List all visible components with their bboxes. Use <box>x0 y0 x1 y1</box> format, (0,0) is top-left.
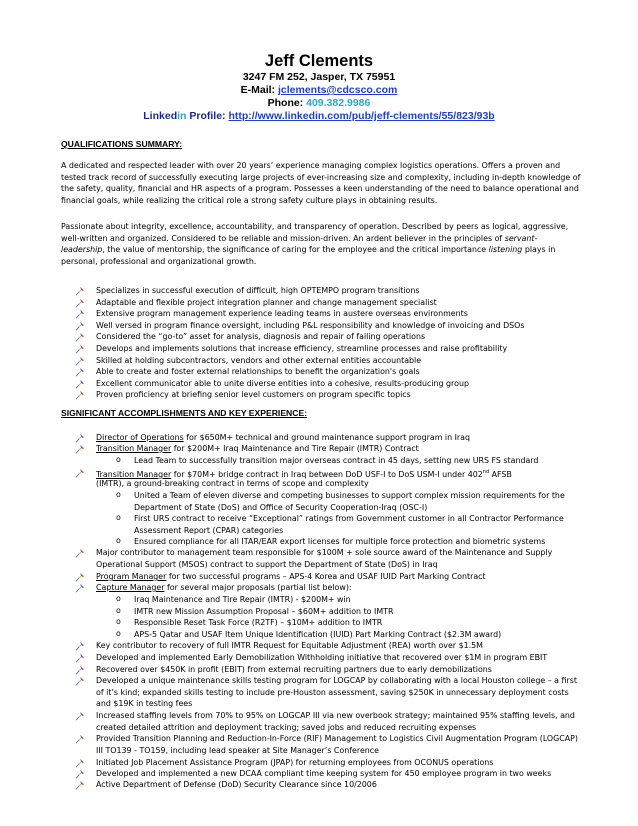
linkedin-in-text: in <box>177 110 187 122</box>
sub-item: Ensured compliance for all ITAR/EAR export licenses for multiple force protection and biometric systems <box>134 537 546 546</box>
email-link[interactable]: jclements@cdcsco.com <box>277 84 398 96</box>
email-line <box>0 84 638 96</box>
pushpin-icon <box>75 390 85 400</box>
list-item: Increased staffing levels from 70% to 95% on LOGCAP III via new overbook strategy; maintained 95% staffing levels, and created detailed attrition and deployment tracking; saved jobs and reduced recruiting expenses <box>96 711 575 732</box>
phone-line <box>0 97 638 109</box>
pushpin-icon <box>75 676 85 686</box>
list-item: Adaptable and flexible project integration planner and change management specialist <box>96 297 437 307</box>
pushpin-icon <box>75 356 85 366</box>
sub-item: IMTR new Mission Assumption Proposal – $60M+ addition to IMTR <box>134 607 394 616</box>
list-item: Skilled at holding subcontractors, vendors and other external entities accountable <box>96 355 422 365</box>
pushpin-icon <box>75 309 85 319</box>
pushpin-icon <box>75 298 85 308</box>
linkedin-logo-text: Linked <box>143 110 178 122</box>
list-item: Able to create and foster external relationships to benefit the organization's goals <box>96 367 420 377</box>
pushpin-icon <box>75 344 85 354</box>
circle-bullet: o <box>116 594 121 603</box>
qualifications-paragraph-1: A dedicated and respected leader with over 20 years’ experience managing complex logistics operations. Offers a proven and tested track record of successfully executing large projects of ever-increasing size and complexity, including in-depth knowledge of the safety, quality, financial and HR aspects of a program. Possesses a keen understanding of the need to balance operational and financial goals, while realizing the critical role a strong safety culture plays in obtaining results. <box>61 161 581 205</box>
list-item: Director of Operations for $650M+ technical and ground maintenance support program in Iraq <box>96 433 471 442</box>
sub-item: Iraq Maintenance and Tire Repair (IMTR) - $200M+ win <box>134 595 351 604</box>
list-item: Transition Manager for $70M+ bridge contract in Iraq between DoD USF-I to DoS USM-I under 402nd AFSB <box>96 469 512 479</box>
circle-bullet: o <box>116 513 121 522</box>
pushpin-icon <box>75 653 85 663</box>
list-item: Considered the “go-to” asset for analysis, diagnosis and repair of failing operations <box>96 332 426 342</box>
phone-label: Phone: <box>267 97 307 109</box>
pushpin-icon <box>75 734 85 744</box>
pushpin-icon <box>75 332 85 342</box>
pushpin-icon <box>75 367 85 377</box>
list-item: Initiated Job Placement Assistance Program (JPAP) for returning employees from OCONUS operations <box>96 758 494 767</box>
list-item: Key contributor to recovery of full IMTR Request for Equitable Adjustment (REA) worth over $1.5M <box>96 641 483 650</box>
sub-item: First URS contract to receive “Exceptional” ratings from Government customer in all Contractor Performance Assessment Report (CPAR) categories <box>134 514 564 535</box>
list-item: Developed and implemented a new DCAA compliant time keeping system for 450 employee program in two weeks <box>96 769 552 778</box>
list-item: Developed and implemented Early Demobilization Withholding initiative that recovered over $1M in program EBIT <box>96 653 548 662</box>
pushpin-icon <box>75 711 85 721</box>
list-item: Excellent communicator able to unite diverse entities into a cohesive, results-producing group <box>96 378 469 388</box>
linkedin-link[interactable]: http://www.linkedin.com/pub/jeff-clements/55/823/93b <box>228 110 495 122</box>
list-item: Recovered over $450K in profit (EBIT) from external recruiting partners due to early demobilizations <box>96 665 492 674</box>
qualifications-heading: QUALIFICATIONS SUMMARY: <box>61 139 183 149</box>
list-item: Specializes in successful execution of difficult, high OPTEMPO program transitions <box>96 286 420 295</box>
pushpin-icon <box>75 548 85 558</box>
qualifications-paragraph-2: Passionate about integrity, excellence, accountability, and transparency of operation. Described by peers as logical, aggressive, well-written and organized. Considered to be reliable and mission-driven. An ardent believer in the principles of servant-leadership, the value of mentorship, the significance of caring for the employee and the critical importance listening plays in personal, professional and organizational growth. <box>61 222 569 266</box>
list-item: Developed a unique maintenance skills testing program for LOGCAP by collaborating with a local Houston college – a first of it’s kind; expanded skills testing to include pre-Houston assessment, saving $250K in unnecessary deployment costs and $19K in testing fees <box>96 676 577 709</box>
pushpin-icon <box>75 444 85 454</box>
pushpin-icon <box>75 321 85 331</box>
pushpin-icon <box>75 286 85 296</box>
circle-bullet: o <box>116 455 121 464</box>
list-item: Extensive program management experience leading teams in austere overseas environments <box>96 309 468 319</box>
pushpin-icon <box>75 583 85 593</box>
sub-item: Lead Team to successfully transition major overseas contract in 45 days, setting new URS FS standard <box>134 456 539 465</box>
list-item: Well versed in program finance oversight, including P&L responsibility and knowledge of invoicing and DSOs <box>96 320 525 330</box>
sub-item: APS-5 Qatar and USAF Item Unique Identification (IUID) Part Marking Contract ($2.3M award) <box>134 630 502 639</box>
circle-bullet: o <box>116 490 121 499</box>
list-item: Proven proficiency at briefing senior level customers on program specific topics <box>96 390 411 400</box>
pushpin-icon <box>75 780 85 790</box>
phone-number: 409.382.9986 <box>306 97 371 109</box>
pushpin-icon <box>75 665 85 675</box>
linkedin-label: Profile: <box>186 110 229 122</box>
candidate-name: Jeff Clements <box>264 52 374 70</box>
list-item: Capture Manager for several major proposals (partial list below): <box>96 583 352 592</box>
list-item: Transition Manager for $200M+ Iraq Maintenance and Tire Repair (IMTR) Contract <box>96 444 419 453</box>
circle-bullet: o <box>116 629 121 638</box>
sub-item: United a Team of eleven diverse and competing businesses to support complex mission requirements for the Department of State (DoS) and Office of Security Cooperation-Iraq (OSC-I) <box>134 491 565 512</box>
pushpin-icon <box>75 468 85 478</box>
circle-bullet: o <box>116 617 121 626</box>
sub-item: Responsible Reset Task Force (R2TF) – $10M+ addition to IMTR <box>134 618 383 627</box>
circle-bullet: o <box>116 536 121 545</box>
list-item: Major contributor to management team responsible for $100M + sole source award of the Maintenance and Supply Operational Support (MSOS) contract to support the Department of State (DoS) in Iraq <box>96 548 553 569</box>
accomplishments-heading: SIGNIFICANT ACCOMPLISHMENTS AND KEY EXPERIENCE: <box>61 408 308 418</box>
list-item: Program Manager for two successful programs – APS-4 Korea and USAF IUID Part Marking Contract <box>96 572 486 581</box>
pushpin-icon <box>75 758 85 768</box>
pushpin-icon <box>75 769 85 779</box>
pushpin-icon <box>75 433 85 443</box>
list-item: Active Department of Defense (DoD) Security Clearance since 10/2006 <box>96 780 377 789</box>
pushpin-icon <box>75 379 85 389</box>
list-item: Develops and implements solutions that increase efficiency, streamline processes and raise profitability <box>96 344 508 353</box>
address: 3247 FM 252, Jasper, TX 75951 <box>242 71 396 83</box>
linkedin-line <box>0 110 638 122</box>
pushpin-icon <box>75 572 85 582</box>
email-label: E-Mail: <box>240 84 278 96</box>
circle-bullet: o <box>116 606 121 615</box>
pushpin-icon <box>75 641 85 651</box>
list-item-continuation: (IMTR), a ground-breaking contract in terms of scope and complexity <box>96 479 369 488</box>
list-item: Provided Transition Planning and Reduction-In-Force (RIF) Management to Logistics Civil Augmentation Program (LOGCAP) III TO139 - TO159, including lead speaker at Site Manager’s Conference <box>96 734 578 755</box>
